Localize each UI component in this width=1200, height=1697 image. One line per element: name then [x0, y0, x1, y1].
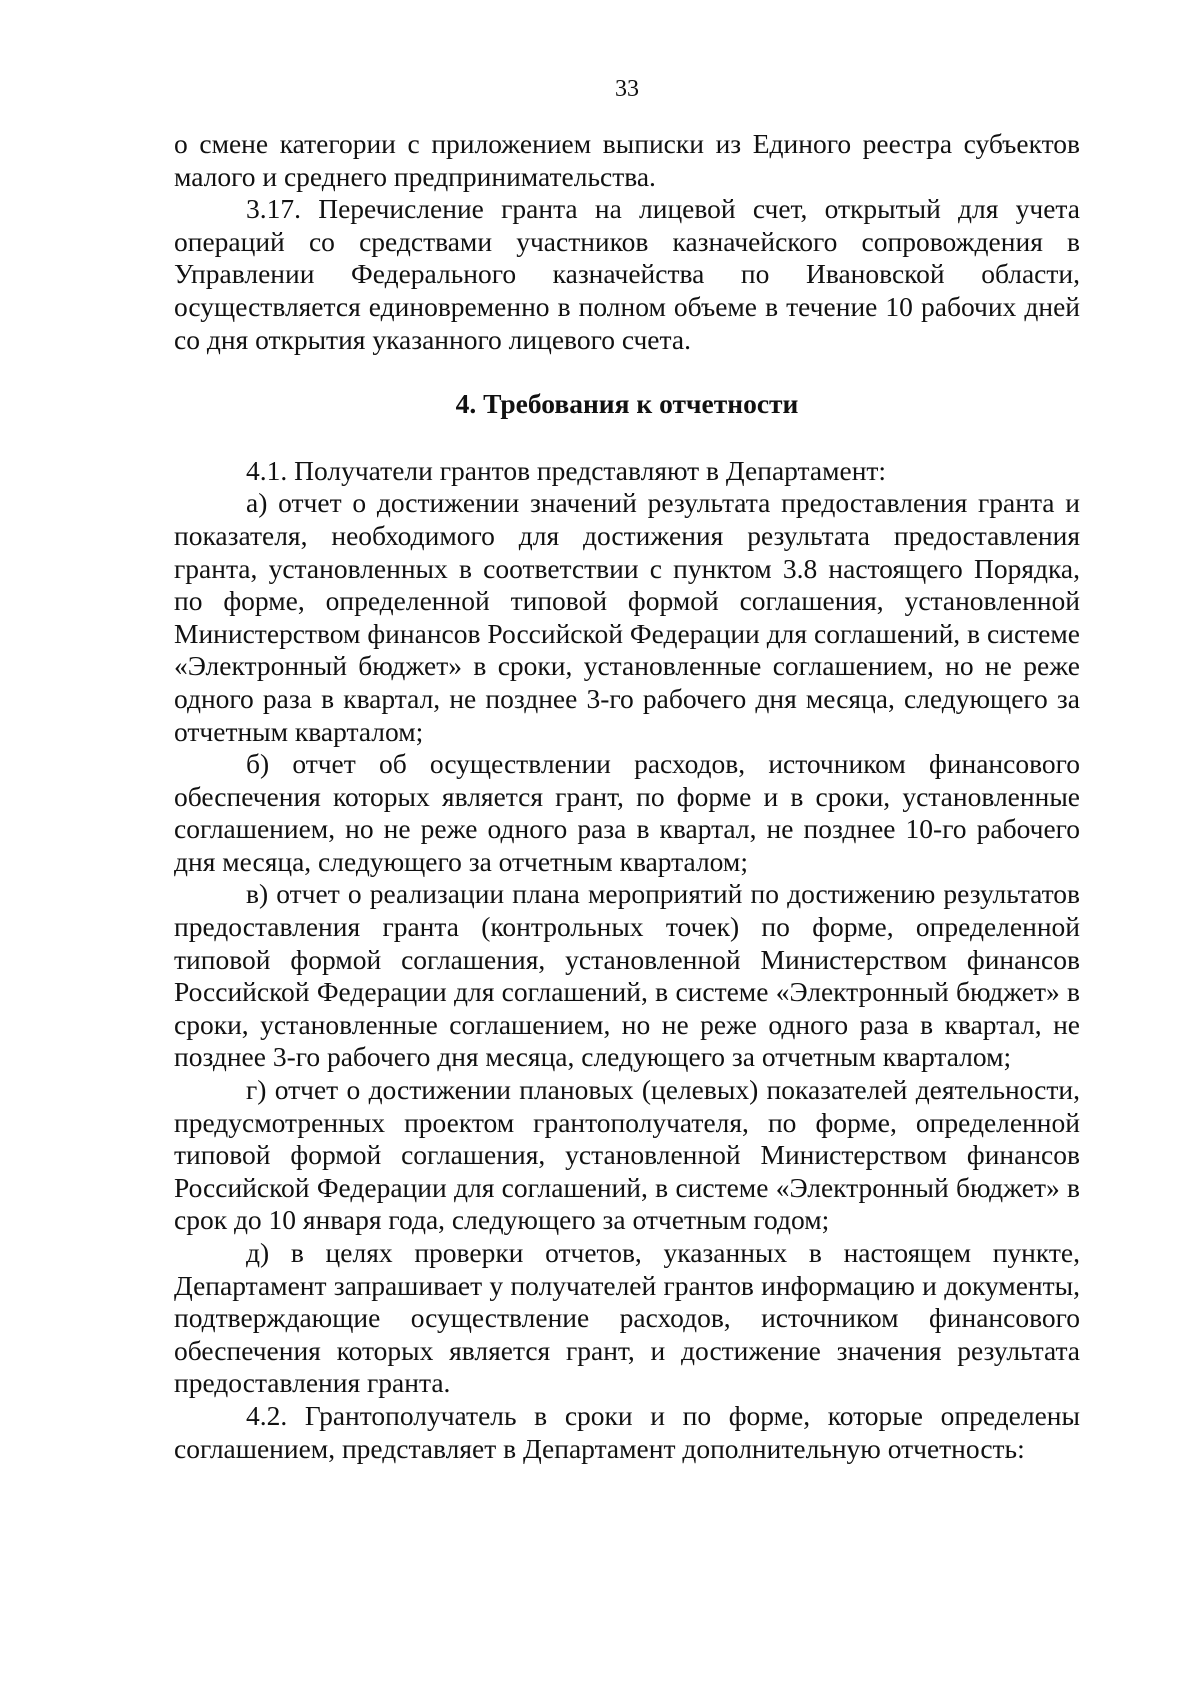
paragraph-4-1-a: а) отчет о достижении значений результата предоставления гранта и показателя, необходимого для достижения результата предоставления гранта, установленных в соответствии с пунктом 3.8 настоящего Порядка, по форме, определенной типовой формой соглашения, установленной Министерством финансов Российской Федерации для соглашений, в системе «Электронный бюджет» в сроки, установленные соглашением, но не реже одного раза в квартал, не позднее 3-го рабочего дня месяца, следующего за отчетным кварталом; — [174, 487, 1080, 747]
paragraph-4-1-b: б) отчет об осуществлении расходов, источником финансового обеспечения которых является грант, по форме и в сроки, установленные соглашением, но не реже одного раза в квартал, не позднее 10-го рабочего дня месяца, следующего за отчетным кварталом; — [174, 748, 1080, 877]
paragraph-category-change: о смене категории с приложением выписки из Единого реестра субъектов малого и среднего предпринимательства. — [174, 128, 1080, 192]
paragraph-4-2: 4.2. Грантополучатель в сроки и по форме, которые определены соглашением, представляет в Департамент дополнительную отчетность: — [174, 1399, 1080, 1464]
paragraph-4-1: 4.1. Получатели грантов представляют в Департамент: — [246, 454, 887, 486]
paragraph-4-1-d: д) в целях проверки отчетов, указанных в настоящем пункте, Департамент запрашивает у получателей грантов информацию и документы, подтверждающие осуществление расходов, источником финансового обеспечения которых является грант, и достижение значения результата предоставления гранта. — [174, 1237, 1080, 1399]
paragraph-3-17: 3.17. Перечисление гранта на лицевой счет, открытый для учета операций со средствами участников казначейского сопровождения в Управлении Федерального казначейства по Ивановской области, осуществляется единовременно в полном объеме в течение 10 рабочих дней со дня открытия указанного лицевого счета. — [174, 193, 1080, 355]
paragraph-4-1-g: г) отчет о достижении плановых (целевых) показателей деятельности, предусмотренных проектом грантополучателя, по форме, определенной типовой формой соглашения, установленной Министерством финансов Российской Федерации для соглашений, в системе «Электронный бюджет» в срок до 10 января года, следующего за отчетным годом; — [174, 1074, 1080, 1236]
paragraph-4-1-v: в) отчет о реализации плана мероприятий по достижению результатов предоставления гранта (контрольных точек) по форме, определенной типовой формой соглашения, установленной Министерством финансов Российской Федерации для соглашений, в системе «Электронный бюджет» в сроки, установленные соглашением, но не реже одного раза в квартал, не позднее 3-го рабочего дня месяца, следующего за отчетным кварталом; — [174, 878, 1080, 1073]
section-heading: 4. Требования к отчетности — [455, 388, 799, 420]
document-body — [174, 128, 1080, 1465]
page-number: 33 — [615, 76, 639, 102]
